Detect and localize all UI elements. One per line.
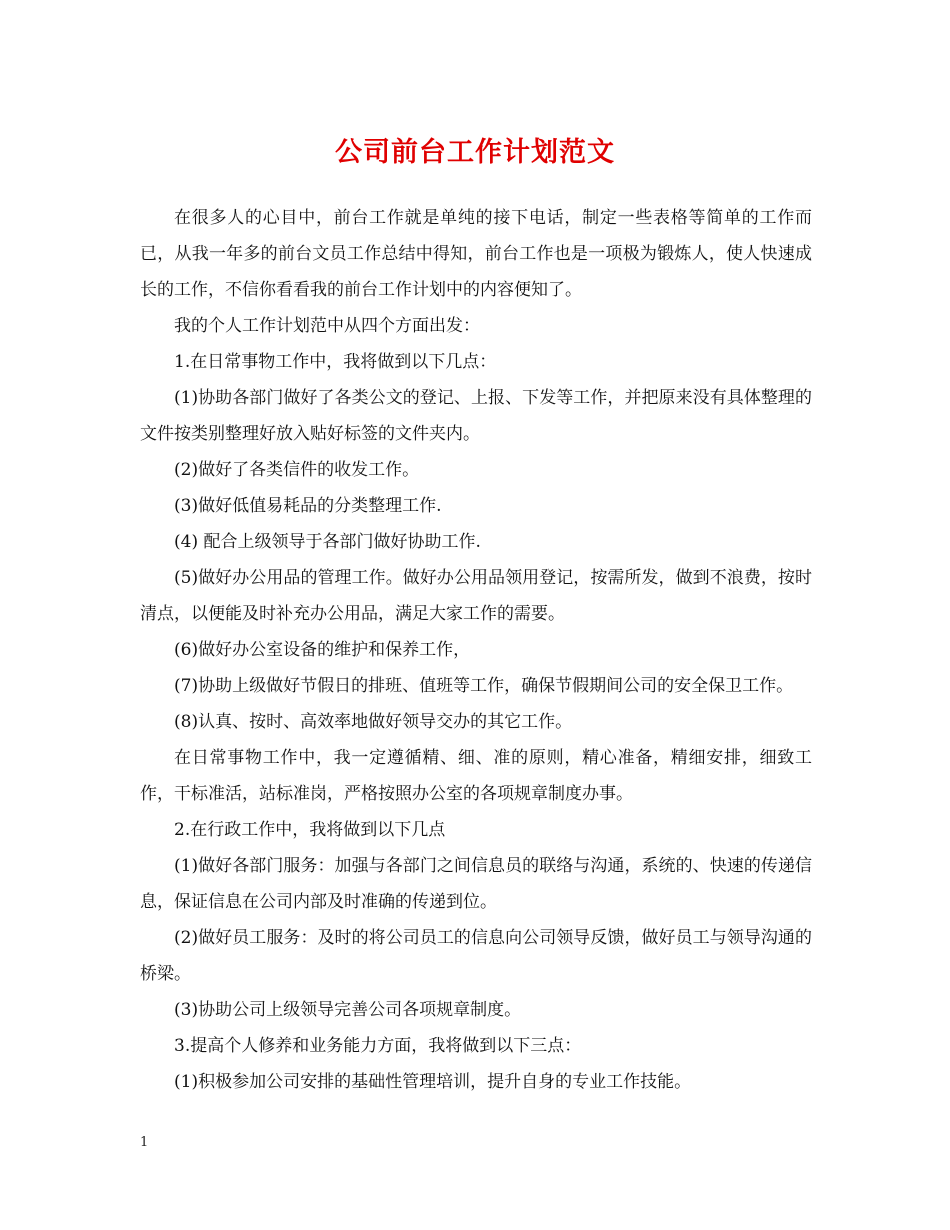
paragraph: 我的个人工作计划范中从四个方面出发： xyxy=(174,316,480,336)
paragraph: (7)协助上级做好节假日的排班、值班等工作，确保节假期间公司的安全保卫工作。 xyxy=(174,676,794,696)
paragraph: (2)做好员工服务：及时的将公司员工的信息向公司领导反馈，做好员工与领导沟通的桥梁。 xyxy=(140,928,812,984)
paragraph: 1.在日常事物工作中，我将做到以下几点： xyxy=(174,352,497,372)
paragraph: 3.提高个人修养和业务能力方面，我将做到以下三点： xyxy=(174,1036,582,1056)
paragraph: (8)认真、按时、高效率地做好领导交办的其它工作。 xyxy=(174,712,573,732)
page-number: 1 xyxy=(140,1135,149,1150)
paragraph: (6)做好办公室设备的维护和保养工作， xyxy=(174,640,471,660)
document-body xyxy=(140,200,812,1100)
paragraph: (3)协助公司上级领导完善公司各项规章制度。 xyxy=(174,1000,522,1020)
paragraph: (4) 配合上级领导于各部门做好协助工作. xyxy=(174,532,481,552)
paragraph: (1)协助各部门做好了各类公文的登记、上报、下发等工作，并把原来没有具体整理的文件按类别整理好放入贴好标签的文件夹内。 xyxy=(140,388,812,444)
paragraph: 在很多人的心目中，前台工作就是单纯的接下电话，制定一些表格等简单的工作而已，从我一年多的前台文员工作总结中得知，前台工作也是一项极为锻炼人，使人快速成长的工作，不信你看看我的前台工作计划中的内容便知了。 xyxy=(140,208,812,300)
document-title: 公司前台工作计划范文 xyxy=(335,137,615,168)
paragraph: (1)积极参加公司安排的基础性管理培训，提升自身的专业工作技能。 xyxy=(174,1072,692,1092)
paragraph: 在日常事物工作中，我一定遵循精、细、准的原则，精心准备，精细安排，细致工作，干标准活，站标准岗，严格按照办公室的各项规章制度办事。 xyxy=(140,748,812,804)
paragraph: (3)做好低值易耗品的分类整理工作. xyxy=(174,496,442,516)
paragraph: (1)做好各部门服务：加强与各部门之间信息员的联络与沟通，系统的、快速的传递信息，保证信息在公司内部及时准确的传递到位。 xyxy=(140,856,812,912)
paragraph: (5)做好办公用品的管理工作。做好办公用品领用登记，按需所发，做到不浪费，按时清点，以便能及时补充办公用品，满足大家工作的需要。 xyxy=(140,568,812,624)
paragraph: 2.在行政工作中，我将做到以下几点 xyxy=(174,820,446,840)
paragraph: (2)做好了各类信件的收发工作。 xyxy=(174,460,420,480)
